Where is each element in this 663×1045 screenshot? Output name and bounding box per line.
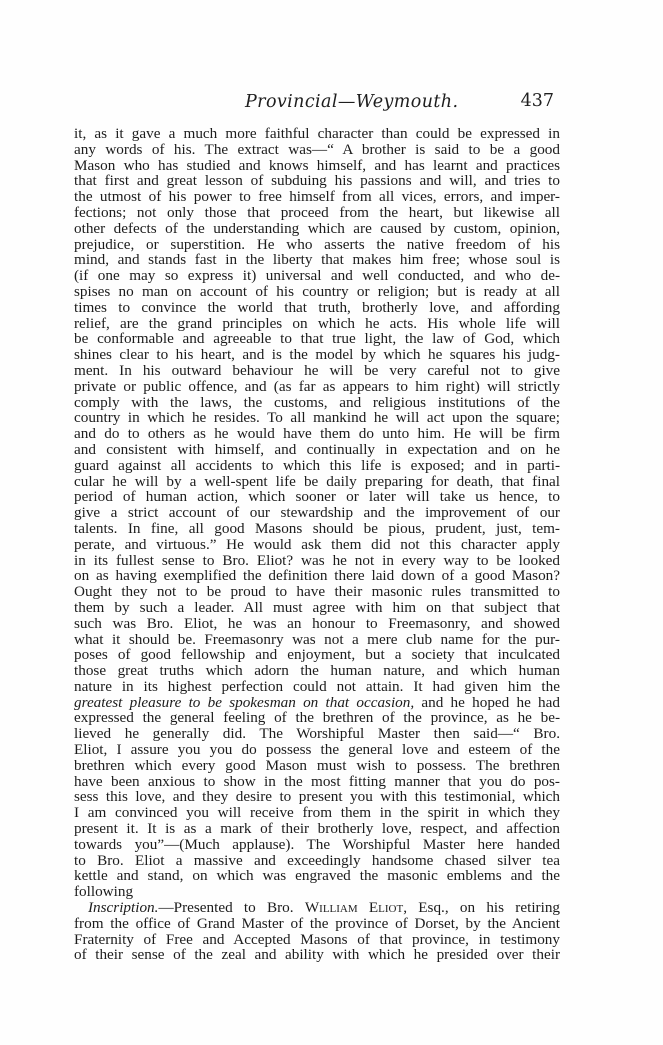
body-text (74, 126, 560, 963)
text-line: what it should be. Freemasonry was not a mere club name for the pur- (74, 631, 560, 648)
text-line: Eliot, I assure you you do possess the general love and esteem of the (74, 742, 560, 758)
text-line: private or public offence, and (as far as appears to him right) will strictly (74, 378, 560, 395)
text-line: comply with the laws, the customs, and religious institutions of the (74, 394, 560, 411)
inscription-line (74, 900, 560, 916)
text-line: kettle and stand, on which was engraved the masonic emblems and the (74, 868, 560, 885)
text-line: other defects of the understanding which are caused by custom, opinion, (74, 220, 560, 237)
text-line: of their sense of the zeal and ability with which he presided over their (74, 947, 560, 964)
text-line: Ought they not to be proud to have their masonic rules transmitted to (74, 584, 560, 600)
text-line: talents. In fine, all good Masons should be pious, prudent, just, tem- (74, 520, 560, 537)
text-line: cular he will by a well-spent life be daily preparing for death, that final (74, 473, 560, 490)
text-line: such was Bro. Eliot, he was an honour to Freemasonry, and showed (74, 615, 560, 632)
text-line: country in which he resides. To all mankind he will act upon the square; (74, 410, 560, 427)
text-line: and do to others as he would have them do unto him. He will be firm (74, 426, 560, 442)
text-line: I am convinced you will receive from them in the spirit in which they (74, 805, 560, 822)
text-line: brethren which every good Mason must wish to possess. The brethren (74, 757, 560, 774)
running-title: Provincial—Weymouth. (245, 92, 459, 112)
text-line: them by such a leader. All must agree with him on that subject that (74, 599, 560, 616)
page-number: 437 (520, 91, 554, 111)
text-line: nature in its highest perfection could not attain. It had given him the (74, 678, 560, 695)
text-line: perate, and virtuous.” He would ask them did not this character apply (74, 536, 560, 553)
text-line: and consistent with himself, and continually in expectation and on he (74, 441, 560, 458)
text-line: ment. In his outward behaviour he will be very careful not to give (74, 362, 560, 379)
text-line: be conformable and agreeable to that true light, the law of God, which (74, 331, 560, 348)
text-line: times to convince the world that truth, brotherly love, and affording (74, 299, 560, 316)
text-line: prejudice, or superstition. He who asserts the native freedom of his (74, 236, 560, 253)
text-line: period of human action, which sooner or later will take us hence, to (74, 489, 560, 506)
paragraph-lines (74, 710, 560, 884)
text-line-following: following (74, 884, 134, 901)
text-line: it, as it gave a much more faithful character than could be expressed in (74, 126, 560, 142)
text-line: shines clear to his heart, and is the model by which he squares his judg- (74, 347, 560, 363)
text-line: the utmost of his power to free himself from all vices, errors, and imper- (74, 189, 560, 205)
text-line: present it. It is as a mark of their brotherly love, respect, and affection (74, 821, 560, 837)
text-line: to Bro. Eliot a massive and exceedingly handsome chased silver tea (74, 852, 560, 869)
inscription-text-end: , Esq., on his retiring (403, 900, 560, 916)
text-line: towards you”—(Much applause). The Worshipful Master here handed (74, 836, 560, 853)
text-line: on as having exemplified the definition there laid down of a good Mason? (74, 568, 560, 585)
text-line: relief, are the grand principles on which he acts. His whole life will (74, 315, 560, 332)
text-line: any words of his. The extract was—“ A brother is said to be a good (74, 141, 560, 158)
text-line: expressed the general feeling of the brethren of the province, as he be- (74, 710, 560, 727)
text-line: those great truths which adorn the human nature, and which human (74, 663, 560, 679)
text-line: (if one may so express it) universal and well conducted, and who de- (74, 268, 560, 284)
running-head (80, 90, 560, 118)
text-line: that first and great lesson of subduing his passions and will, and tries to (74, 173, 560, 190)
text-line: poses of good fellowship and enjoyment, but a society that inculcated (74, 647, 560, 664)
text-line: lieved he generally did. The Worshipful Master then said—“ Bro. (74, 726, 560, 743)
text-line: Mason who has studied and knows himself, and has learnt and practices (74, 157, 560, 174)
roman-phrase: and he hoped he had (414, 694, 560, 711)
italic-phrase: greatest pleasure to be spokesman on that occasion, (74, 694, 415, 711)
text-line: have been anxious to show in the most fitting manner that you do pos- (74, 773, 560, 790)
text-line: sess this love, and they desire to present you with this testimonial, which (74, 789, 560, 806)
text-line: spises no man on account of his country or religion; but is ready at all (74, 283, 560, 300)
paragraph-lines (74, 916, 560, 963)
text-line: fections; not only those that proceed from the heart, but likewise all (74, 204, 560, 221)
text-line: give a strict account of our stewardship and the improvement of our (74, 505, 560, 521)
text-line: in its fullest sense to Bro. Eliot? was he not in every way to be looked (74, 552, 560, 569)
inscription-label: Inscription. (88, 900, 159, 916)
text-line-italic (74, 695, 560, 711)
paragraph-lines (74, 126, 560, 695)
text-line: mind, and stands fast in the liberty that makes him free; whose soul is (74, 252, 560, 269)
text-line: guard against all accidents to which this life is exposed; and in parti- (74, 457, 560, 474)
inscription-text: —Presented to Bro. (158, 900, 305, 916)
inscription-name: William Eliot (304, 900, 404, 916)
text-line: from the office of Grand Master of the province of Dorset, by the Ancient (74, 915, 560, 932)
text-line: Fraternity of Free and Accepted Masons of that province, in testimony (74, 931, 560, 948)
